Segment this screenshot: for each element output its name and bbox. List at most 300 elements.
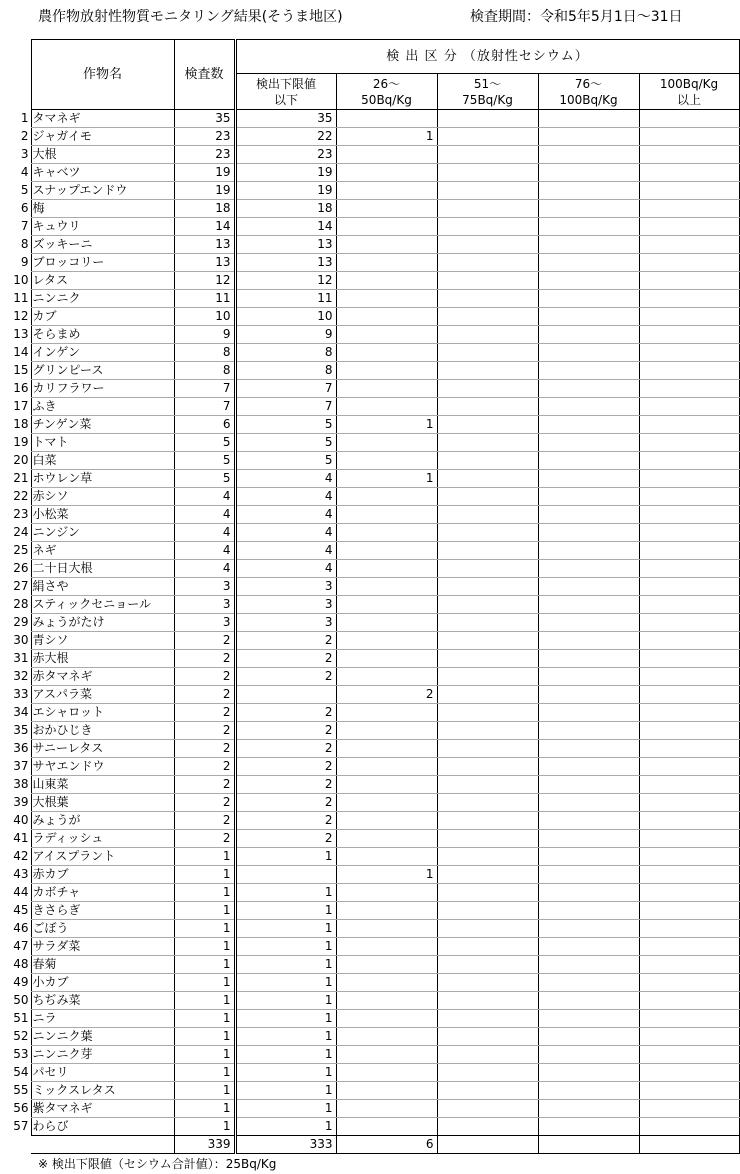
detection-cell: 1 [336, 470, 437, 488]
detection-cell [336, 848, 437, 866]
detection-cell: 1 [235, 1100, 336, 1118]
inspection-count: 23 [174, 146, 235, 164]
total-detection-cell [639, 1136, 739, 1154]
detection-cell [336, 1046, 437, 1064]
table-row [0, 848, 739, 866]
detection-cell: 5 [235, 416, 336, 434]
detection-cell [336, 362, 437, 380]
crop-name: 小カブ [31, 974, 174, 992]
detection-cell [437, 254, 538, 272]
detection-cell [437, 956, 538, 974]
inspection-count: 13 [174, 254, 235, 272]
table-row [0, 290, 739, 308]
crop-name: 春菊 [31, 956, 174, 974]
table-row [0, 614, 739, 632]
crop-name: インゲン [31, 344, 174, 362]
table-row [0, 506, 739, 524]
header-number-cell [0, 40, 31, 110]
header-row [0, 40, 739, 74]
crop-name: きさらぎ [31, 902, 174, 920]
detection-cell [639, 884, 739, 902]
table-row [0, 596, 739, 614]
detection-cell [639, 362, 739, 380]
crop-name: アスパラ菜 [31, 686, 174, 704]
detection-cell [538, 164, 639, 182]
row-number: 27 [13, 579, 29, 593]
detection-cell [437, 164, 538, 182]
detection-cell [639, 344, 739, 362]
detection-cell [336, 344, 437, 362]
row-number: 44 [13, 885, 29, 899]
crop-name: アイスプラント [31, 848, 174, 866]
crop-name: サラダ菜 [31, 938, 174, 956]
table-row [0, 182, 739, 200]
detection-cell [437, 758, 538, 776]
detection-cell [336, 830, 437, 848]
detection-cell [437, 1046, 538, 1064]
inspection-count: 1 [174, 956, 235, 974]
detection-cell [437, 272, 538, 290]
subheader-line: 51～ [473, 76, 502, 91]
row-number: 1 [20, 111, 29, 125]
crop-name: 二十日大根 [31, 560, 174, 578]
detection-cell [336, 200, 437, 218]
table-row [0, 344, 739, 362]
row-number: 12 [13, 309, 29, 323]
crop-name: みょうが [31, 812, 174, 830]
inspection-count: 1 [174, 848, 235, 866]
detection-cell [336, 236, 437, 254]
detection-cell [336, 1118, 437, 1136]
footnote: ※ 検出下限値（セシウム合計値）：25Bq/Kg [38, 1157, 277, 1171]
table-row [0, 992, 739, 1010]
detection-cell: 5 [235, 452, 336, 470]
detection-cell [538, 452, 639, 470]
row-number: 25 [13, 543, 29, 557]
crop-name: エシャロット [31, 704, 174, 722]
detection-cell [336, 794, 437, 812]
total-detection-cell [437, 1136, 538, 1154]
detection-cell [639, 758, 739, 776]
detection-cell [639, 578, 739, 596]
detection-cell [336, 218, 437, 236]
detection-cell: 4 [235, 488, 336, 506]
detection-cell [437, 992, 538, 1010]
table-row [0, 128, 739, 146]
inspection-count: 3 [174, 614, 235, 632]
crop-name: 梅 [31, 200, 174, 218]
detection-cell: 2 [235, 830, 336, 848]
detection-cell [538, 1100, 639, 1118]
detection-cell [336, 902, 437, 920]
detection-cell [336, 308, 437, 326]
inspection-count: 2 [174, 722, 235, 740]
crop-name: ニンニク芽 [31, 1046, 174, 1064]
total-detection-cell: 333 [235, 1136, 336, 1154]
row-number: 49 [13, 975, 29, 989]
table-row [0, 398, 739, 416]
row-number: 13 [13, 327, 29, 341]
totals-number-cell [0, 1136, 31, 1154]
table-row [0, 902, 739, 920]
row-number: 21 [13, 471, 29, 485]
detection-cell [336, 776, 437, 794]
detection-cell [336, 110, 437, 128]
subheader-line: 検出下限値 [255, 76, 316, 91]
detection-cell [336, 524, 437, 542]
detection-cell: 2 [235, 740, 336, 758]
table-row [0, 362, 739, 380]
row-number: 51 [13, 1011, 29, 1025]
detection-cell [639, 110, 739, 128]
row-number: 4 [20, 165, 29, 179]
inspection-count: 10 [174, 308, 235, 326]
detection-cell [437, 1118, 538, 1136]
crop-name: 赤シソ [31, 488, 174, 506]
detection-cell [639, 596, 739, 614]
detection-cell [437, 1028, 538, 1046]
detection-cell [538, 632, 639, 650]
row-number: 18 [13, 417, 29, 431]
detection-cell [538, 956, 639, 974]
inspection-count: 1 [174, 1010, 235, 1028]
detection-cell: 1 [336, 416, 437, 434]
table-row [0, 1010, 739, 1028]
crop-name: カブ [31, 308, 174, 326]
table-row [0, 974, 739, 992]
detection-cell [538, 254, 639, 272]
row-number: 36 [13, 741, 29, 755]
detection-cell [437, 650, 538, 668]
detection-cell [639, 992, 739, 1010]
detection-cell [538, 398, 639, 416]
inspection-count: 2 [174, 650, 235, 668]
row-number: 41 [13, 831, 29, 845]
table-row [0, 956, 739, 974]
detection-cell [639, 254, 739, 272]
detection-cell [336, 1082, 437, 1100]
detection-cell [538, 794, 639, 812]
detection-cell [538, 110, 639, 128]
inspection-count: 3 [174, 578, 235, 596]
row-number: 32 [13, 669, 29, 683]
row-number: 48 [13, 957, 29, 971]
inspection-count: 8 [174, 362, 235, 380]
table-row [0, 920, 739, 938]
detection-cell [437, 344, 538, 362]
table-row [0, 1028, 739, 1046]
crop-name: ニンニク葉 [31, 1028, 174, 1046]
inspection-count: 2 [174, 704, 235, 722]
row-number: 46 [13, 921, 29, 935]
inspection-count: 7 [174, 380, 235, 398]
detection-cell [639, 776, 739, 794]
detection-cell: 19 [235, 164, 336, 182]
detection-cell: 1 [235, 992, 336, 1010]
table-row [0, 632, 739, 650]
detection-cell [437, 452, 538, 470]
crop-name: ミックスレタス [31, 1082, 174, 1100]
inspection-count: 1 [174, 1064, 235, 1082]
detection-cell [639, 938, 739, 956]
row-number: 55 [13, 1083, 29, 1097]
detection-cell: 4 [235, 470, 336, 488]
inspection-count: 1 [174, 1028, 235, 1046]
table-row [0, 236, 739, 254]
detection-cell [538, 488, 639, 506]
detection-cell [437, 398, 538, 416]
total-detection-cell: 6 [336, 1136, 437, 1154]
detection-cell [437, 938, 538, 956]
detection-cell [639, 380, 739, 398]
document-title: 農作物放射性物質モニタリング結果(そうま地区) [38, 9, 343, 25]
subheader-line: 100Bq/Kg [659, 76, 719, 91]
crop-name: レタス [31, 272, 174, 290]
detection-cell [437, 380, 538, 398]
row-number: 15 [13, 363, 29, 377]
detection-cell [336, 272, 437, 290]
table-row [0, 1082, 739, 1100]
detection-cell: 12 [235, 272, 336, 290]
detection-cell: 1 [235, 1118, 336, 1136]
crop-name: ズッキーニ [31, 236, 174, 254]
detection-cell [639, 272, 739, 290]
detection-cell [538, 614, 639, 632]
row-number: 19 [13, 435, 29, 449]
detection-cell [639, 560, 739, 578]
inspection-count: 1 [174, 974, 235, 992]
subheader-line: 50Bq/Kg [361, 92, 412, 107]
detection-cell: 8 [235, 344, 336, 362]
crop-name: キャベツ [31, 164, 174, 182]
crop-name: サヤエンドウ [31, 758, 174, 776]
table-row [0, 470, 739, 488]
detection-cell [538, 1028, 639, 1046]
crop-name: パセリ [31, 1064, 174, 1082]
table-row [0, 578, 739, 596]
row-number: 34 [13, 705, 29, 719]
detection-cell [437, 614, 538, 632]
detection-cell: 9 [235, 326, 336, 344]
detection-cell [639, 398, 739, 416]
detection-cell [437, 290, 538, 308]
inspection-count: 1 [174, 884, 235, 902]
subheader-line: 100Bq/Kg [559, 92, 618, 107]
table-row [0, 452, 739, 470]
detection-cell [538, 938, 639, 956]
detection-cell [639, 704, 739, 722]
detection-cell [538, 218, 639, 236]
detection-cell: 35 [235, 110, 336, 128]
row-number: 54 [13, 1065, 29, 1079]
detection-cell: 4 [235, 506, 336, 524]
detection-cell [538, 650, 639, 668]
detection-cell: 13 [235, 236, 336, 254]
detection-cell [336, 596, 437, 614]
row-number: 5 [20, 183, 29, 197]
detection-cell [538, 884, 639, 902]
detection-cell [538, 866, 639, 884]
table-row [0, 794, 739, 812]
detection-cell: 14 [235, 218, 336, 236]
detection-cell: 1 [235, 884, 336, 902]
detection-cell [639, 1100, 739, 1118]
detection-cell [437, 218, 538, 236]
detection-cell [639, 326, 739, 344]
row-number: 20 [13, 453, 29, 467]
detection-cell: 1 [235, 1046, 336, 1064]
table-row [0, 686, 739, 704]
detection-cell [336, 704, 437, 722]
row-number: 23 [13, 507, 29, 521]
row-number: 33 [13, 687, 29, 701]
detection-cell [437, 704, 538, 722]
detection-cell [437, 920, 538, 938]
row-number: 28 [13, 597, 29, 611]
detection-cell [639, 524, 739, 542]
detection-cell [538, 542, 639, 560]
inspection-count: 18 [174, 200, 235, 218]
detection-cell: 1 [336, 866, 437, 884]
detection-cell: 1 [235, 974, 336, 992]
detection-cell: 1 [235, 1010, 336, 1028]
crop-name: サニーレタス [31, 740, 174, 758]
inspection-count: 1 [174, 920, 235, 938]
detection-cell [336, 290, 437, 308]
detection-cell [336, 1100, 437, 1118]
row-number: 42 [13, 849, 29, 863]
row-number: 57 [13, 1119, 29, 1133]
detection-cell [639, 1118, 739, 1136]
table-row [0, 218, 739, 236]
crop-name: みょうがたけ [31, 614, 174, 632]
detection-cell [639, 812, 739, 830]
detection-cell [437, 794, 538, 812]
crop-name: 大根葉 [31, 794, 174, 812]
row-number: 17 [13, 399, 29, 413]
crop-name: ホウレン草 [31, 470, 174, 488]
detection-cell [639, 920, 739, 938]
detection-cell [538, 740, 639, 758]
detection-cell [336, 650, 437, 668]
detection-cell [639, 434, 739, 452]
crop-name-header: 作物名 [31, 40, 174, 110]
crop-name: グリンピース [31, 362, 174, 380]
row-number: 26 [13, 561, 29, 575]
crop-name: 山東菜 [31, 776, 174, 794]
detection-cell: 13 [235, 254, 336, 272]
detection-cell [538, 200, 639, 218]
subheader-cell [437, 74, 538, 110]
detection-cell [437, 362, 538, 380]
table-row [0, 308, 739, 326]
detection-cell [639, 632, 739, 650]
title-row [0, 0, 740, 34]
table-row [0, 434, 739, 452]
detection-cell [639, 164, 739, 182]
detection-cell [336, 560, 437, 578]
detection-cell: 1 [235, 848, 336, 866]
inspection-count: 4 [174, 560, 235, 578]
detection-cell [336, 146, 437, 164]
table-row [0, 722, 739, 740]
subheader-line: 以下 [273, 92, 298, 107]
detection-cell [437, 812, 538, 830]
detection-cell [639, 1064, 739, 1082]
inspection-period: 検査期間：令和5年5月1日～31日 [470, 9, 683, 25]
detection-cell: 8 [235, 362, 336, 380]
detection-cell [538, 902, 639, 920]
detection-cell [639, 416, 739, 434]
detection-cell [336, 254, 437, 272]
detection-cell [639, 686, 739, 704]
row-number: 38 [13, 777, 29, 791]
table-row [0, 740, 739, 758]
detection-cell [639, 1010, 739, 1028]
subheader-cell [639, 74, 739, 110]
detection-cell: 2 [235, 794, 336, 812]
detection-cell [538, 686, 639, 704]
detection-cell [437, 182, 538, 200]
row-number: 30 [13, 633, 29, 647]
detection-cell: 2 [235, 704, 336, 722]
subheader-line: 26～ [372, 76, 401, 91]
detection-cell: 2 [235, 776, 336, 794]
table-row [0, 812, 739, 830]
detection-cell [538, 434, 639, 452]
detection-cell [639, 974, 739, 992]
crop-name: 絹さや [31, 578, 174, 596]
detection-cell [538, 1082, 639, 1100]
crop-name: 赤大根 [31, 650, 174, 668]
detection-cell [639, 668, 739, 686]
inspection-count: 4 [174, 542, 235, 560]
detection-cell [437, 128, 538, 146]
inspection-count: 13 [174, 236, 235, 254]
detection-cell [336, 506, 437, 524]
detection-cell [538, 236, 639, 254]
crop-name: 紫タマネギ [31, 1100, 174, 1118]
detection-cell: 1 [235, 956, 336, 974]
detection-cell [336, 632, 437, 650]
table-row [0, 326, 739, 344]
row-number: 6 [20, 201, 29, 215]
detection-cell: 19 [235, 182, 336, 200]
detection-cell [437, 884, 538, 902]
crop-name: わらび [31, 1118, 174, 1136]
detection-cell: 22 [235, 128, 336, 146]
inspection-count: 1 [174, 1046, 235, 1064]
detection-cell: 18 [235, 200, 336, 218]
detection-cell [437, 776, 538, 794]
detection-cell: 11 [235, 290, 336, 308]
detection-cell [538, 596, 639, 614]
detection-cell [336, 578, 437, 596]
table-row [0, 704, 739, 722]
row-number: 56 [13, 1101, 29, 1115]
table-row [0, 1064, 739, 1082]
detection-cell [437, 1010, 538, 1028]
detection-cell: 4 [235, 524, 336, 542]
row-number: 39 [13, 795, 29, 809]
detection-cell [639, 1082, 739, 1100]
inspection-count: 5 [174, 470, 235, 488]
row-number: 47 [13, 939, 29, 953]
inspection-count: 4 [174, 506, 235, 524]
detection-cell [437, 578, 538, 596]
crop-name: ふき [31, 398, 174, 416]
detection-cell [639, 1046, 739, 1064]
